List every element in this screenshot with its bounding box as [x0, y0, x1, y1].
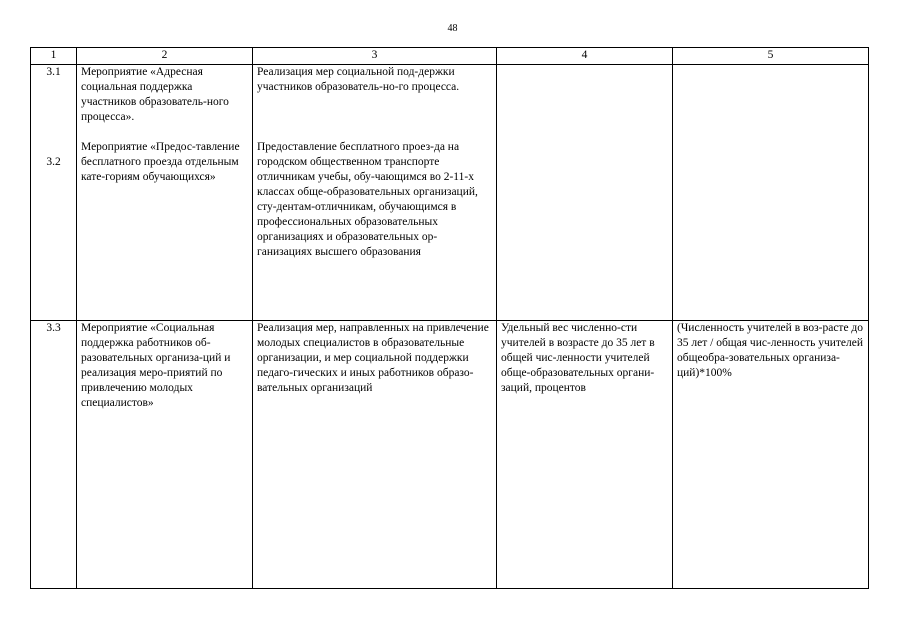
description-cell — [253, 321, 497, 589]
row-number: 3.1 — [46, 66, 61, 78]
formula-cell: (Численность учителей в воз-расте до 35 лет / общая чис-ленность учителей общеобра-зовательных организа-ций)*100% — [673, 321, 869, 589]
event-text: Мероприятие «Социальная поддержка работников об-разовательных организа-ций и реализация меро-приятий по привлечению молодых специалистов» — [81, 322, 231, 409]
event-text: Мероприятие «Адресная социальная поддержка участников образователь-ного процесса». — [81, 66, 229, 123]
description-text: Предоставление бесплатного проез-да на городском общественном транспорте отличникам учебы, обу-чающимся во 2-11-х классах обще-образовательных организаций, сту-дентам-отличникам, обучающимся в профессиональных образовательных организациях и образовательных ор-ганизациях высшего образования — [257, 141, 478, 258]
column-header: 5 — [673, 48, 869, 65]
indicator-cell — [497, 65, 673, 321]
row-number: 3.2 — [46, 156, 61, 168]
table-row — [31, 65, 869, 321]
event-cell — [77, 65, 253, 321]
page-number: 48 — [447, 23, 458, 34]
column-header: 1 — [31, 48, 77, 65]
table-header-row — [31, 48, 869, 65]
column-header: 4 — [497, 48, 673, 65]
description-text: Реализация мер, направленных на привлечение молодых специалистов в образовательные организации, и мер социальной поддержки педаго-гических и иных работников образо-вательных организаций — [257, 322, 489, 394]
column-header: 2 — [77, 48, 253, 65]
measures-table — [30, 47, 869, 589]
description-cell — [253, 65, 497, 321]
event-cell — [77, 321, 253, 589]
indicator-cell: Удельный вес численно-сти учителей в возрасте до 35 лет в общей чис-ленности учителей обще-образовательных органи-заций, процентов — [497, 321, 673, 589]
formula-cell — [673, 65, 869, 321]
row-number-cell — [31, 321, 77, 589]
description-text: Реализация мер социальной под-держки участников образователь-но-го процесса. — [257, 66, 460, 93]
event-text: Мероприятие «Предос-тавление бесплатного проезда отдельным кате-гориям обучающихся» — [81, 141, 240, 183]
table-row — [31, 321, 869, 589]
row-number-cell — [31, 65, 77, 321]
row-number: 3.3 — [46, 322, 61, 334]
column-header: 3 — [253, 48, 497, 65]
